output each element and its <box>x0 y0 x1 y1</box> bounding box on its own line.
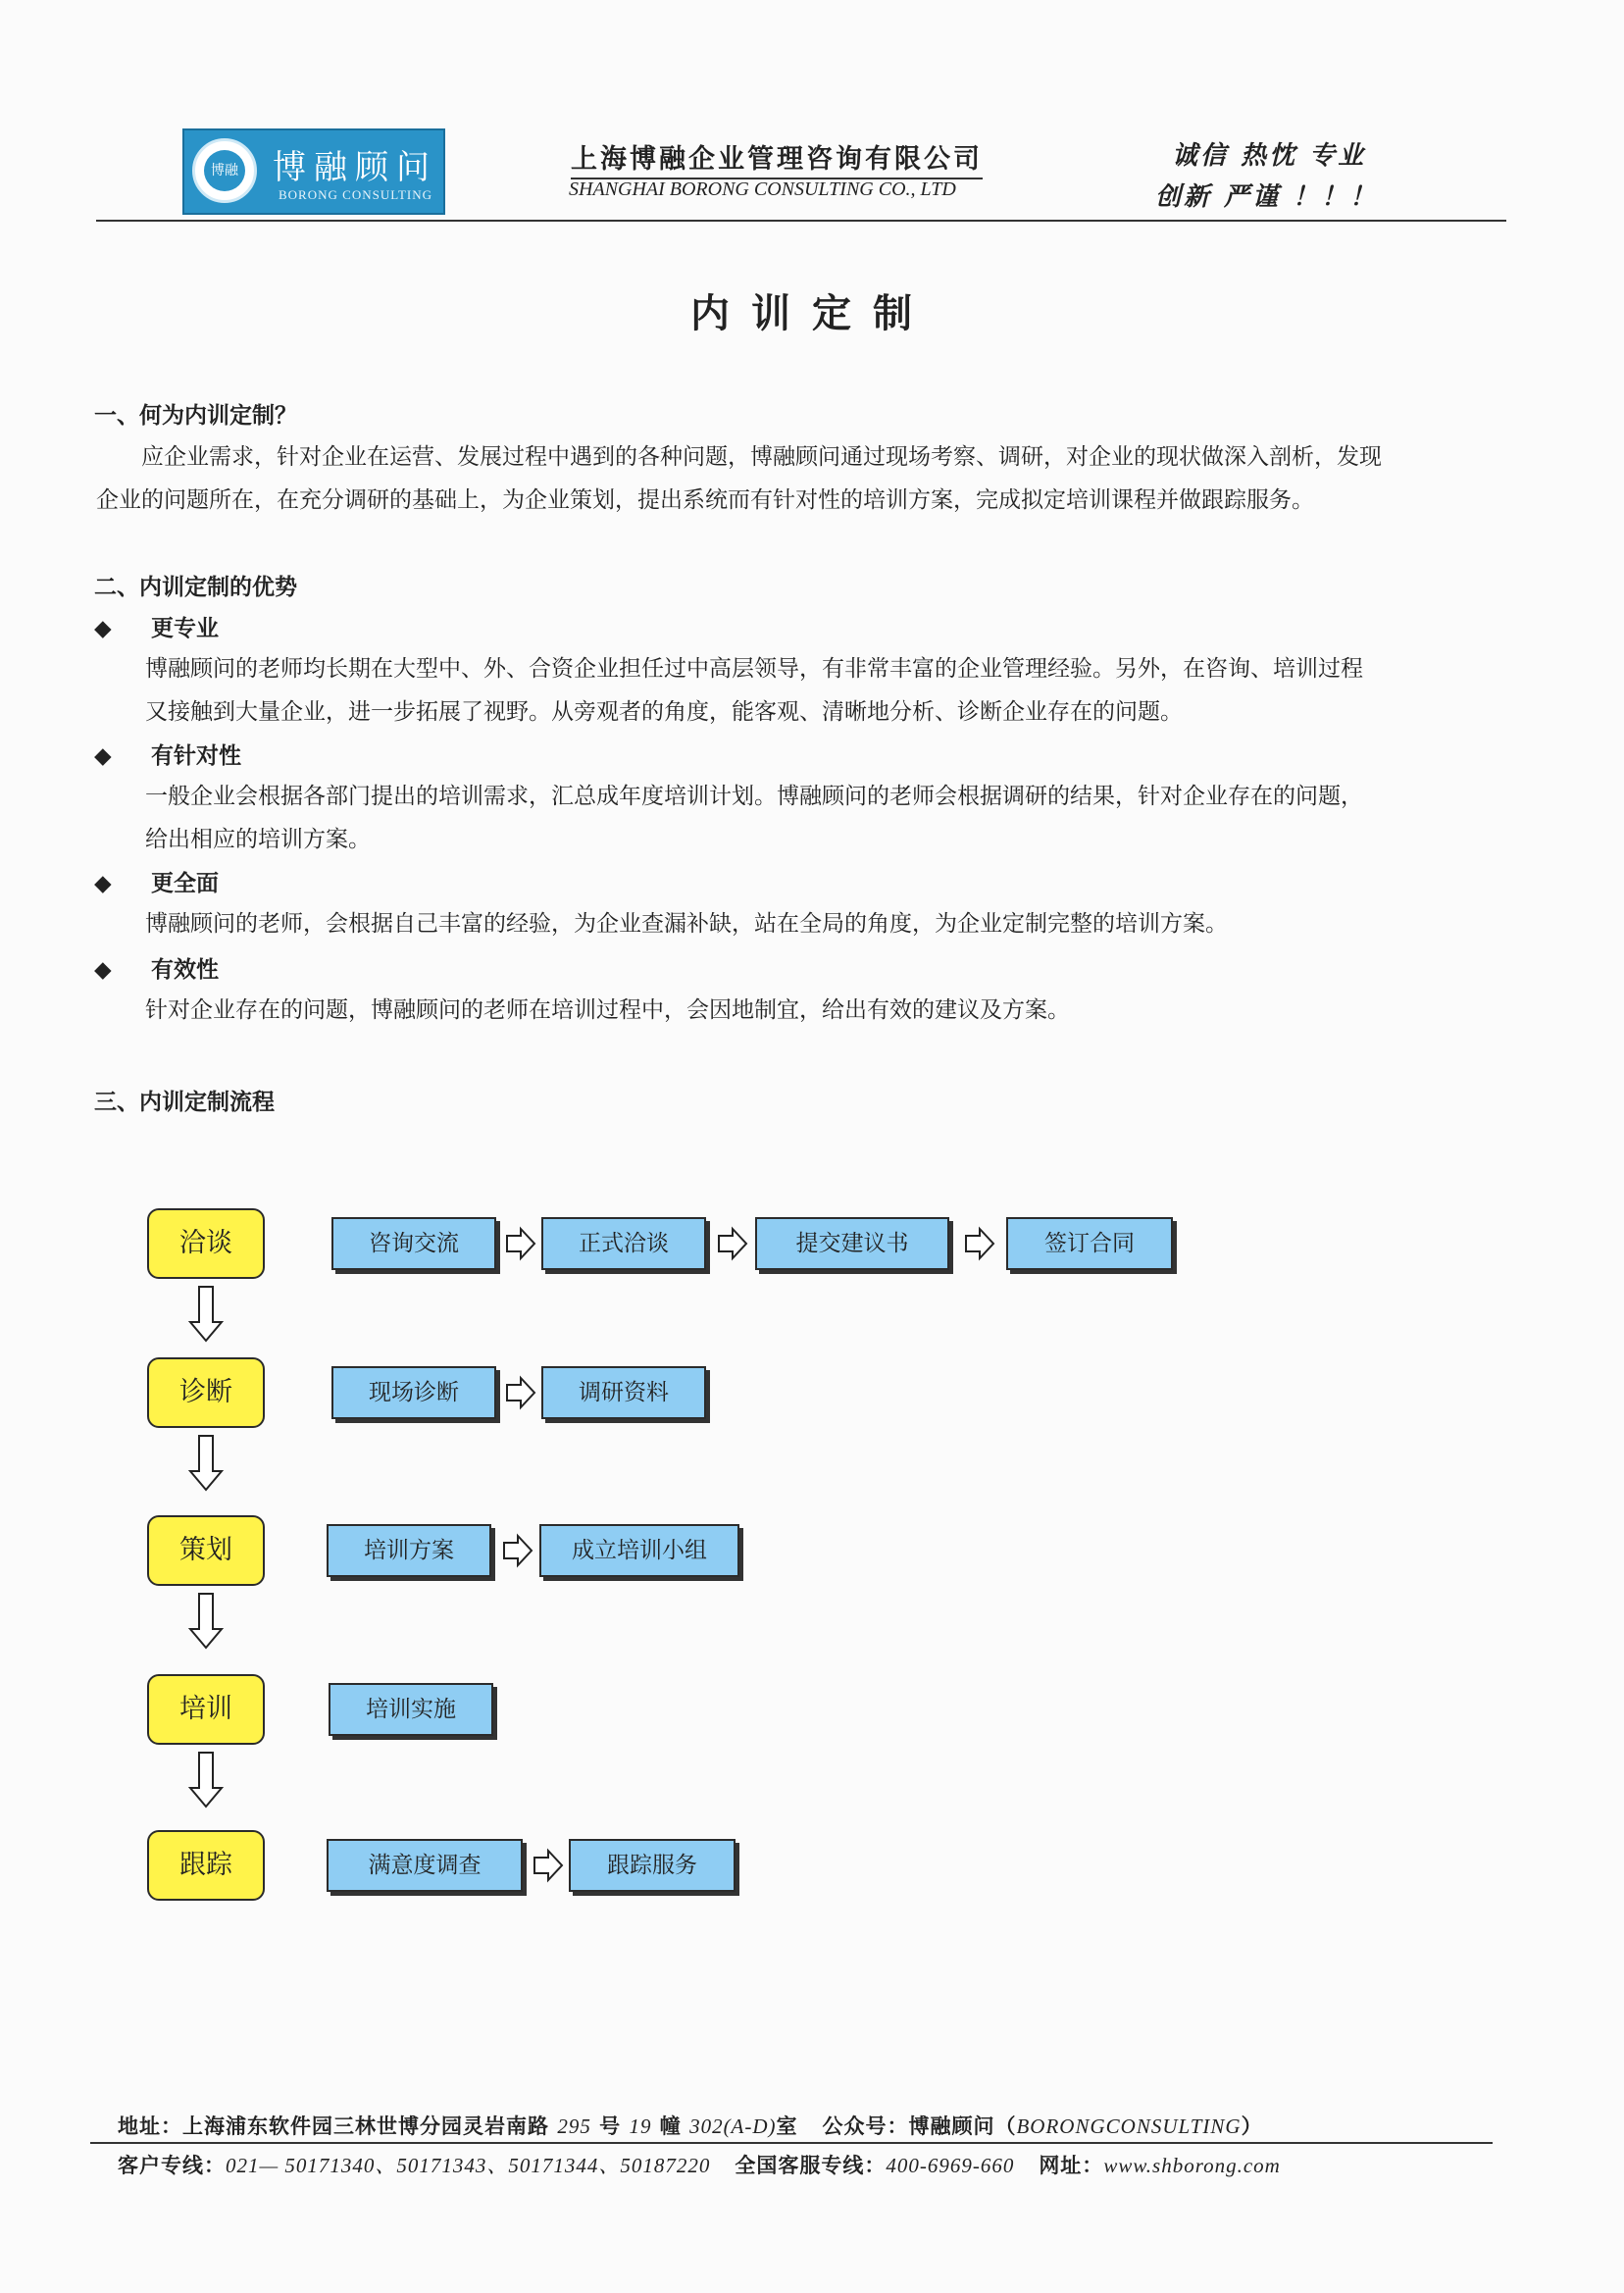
bullet-text-line: 给出相应的培训方案。 <box>145 827 371 852</box>
header-divider <box>96 220 1506 222</box>
bullet-title: ◆ 有效性 <box>94 957 219 983</box>
logo-english-name: BORONG CONSULTING <box>279 187 433 202</box>
bullet-title: ◆ 更专业 <box>94 616 219 641</box>
right-arrow-icon <box>505 1375 536 1410</box>
right-arrow-icon <box>505 1226 536 1261</box>
flow-step: 成立培训小组 <box>539 1524 739 1577</box>
flow-stage: 策划 <box>147 1515 265 1586</box>
section-what-paragraph-line-1: 应企业需求，针对企业在运营、发展过程中遇到的各种问题，博融顾问通过现场考察、调研，对企业的现状做深入剖析，发现 <box>141 444 1382 470</box>
company-name-en: SHANGHAI BORONG CONSULTING CO., LTD <box>569 178 956 200</box>
down-arrow-icon <box>187 1592 225 1651</box>
slogan-line-1: 诚信 热忱 专业 <box>1172 141 1367 171</box>
bullet-text-line: 一般企业会根据各部门提出的培训需求，汇总成年度培训计划。博融顾问的老师会根据调研的结果，针对企业存在的问题， <box>145 784 1363 809</box>
flow-step: 提交建议书 <box>755 1217 949 1270</box>
right-arrow-icon <box>533 1848 564 1883</box>
bullet-text-line: 又接触到大量企业，进一步拓展了视野。从旁观者的角度，能客观、清晰地分析、诊断企业存在的问题。 <box>145 699 1183 725</box>
company-logo <box>182 128 445 215</box>
slogan-line-2: 创新 严谨 ！！！ <box>1155 182 1379 212</box>
right-arrow-icon <box>964 1226 995 1261</box>
bullet-title: ◆ 有针对性 <box>94 743 241 769</box>
diamond-bullet-icon: ◆ <box>94 616 112 641</box>
bullet-text-line: 博融顾问的老师均长期在大型中、外、合资企业担任过中高层领导，有非常丰富的企业管理经验。另外，在咨询、培训过程 <box>145 656 1363 682</box>
logo-seal-icon: 博融 <box>192 138 257 203</box>
flow-stage: 培训 <box>147 1674 265 1745</box>
section-heading-advantages: 二、内训定制的优势 <box>94 575 297 600</box>
right-arrow-icon <box>717 1226 748 1261</box>
flow-step: 调研资料 <box>541 1366 706 1419</box>
section-heading-what: 一、何为内训定制？ <box>94 403 297 429</box>
footer-divider <box>90 2142 1493 2144</box>
footer-contact-line: 客户专线：021— 50171340、50171343、50171344、50187220 全国客服专线：400-6969-660 网址：www.shborong.com <box>118 2154 1281 2177</box>
right-arrow-icon <box>502 1533 533 1568</box>
flow-step: 跟踪服务 <box>569 1839 736 1892</box>
diamond-bullet-icon: ◆ <box>94 743 112 769</box>
flow-stage: 诊断 <box>147 1357 265 1428</box>
flow-step: 签订合同 <box>1006 1217 1173 1270</box>
bullet-title: ◆ 更全面 <box>94 871 219 896</box>
down-arrow-icon <box>187 1285 225 1344</box>
bullet-text-line: 针对企业存在的问题，博融顾问的老师在培训过程中，会因地制宜，给出有效的建议及方案。 <box>145 997 1070 1023</box>
flow-step: 现场诊断 <box>331 1366 496 1419</box>
flow-step: 咨询交流 <box>331 1217 496 1270</box>
flow-step: 正式洽谈 <box>541 1217 706 1270</box>
flow-step: 满意度调查 <box>327 1839 523 1892</box>
page-title: 内训定制 <box>690 291 934 336</box>
bullet-text-line: 博融顾问的老师，会根据自己丰富的经验，为企业查漏补缺，站在全局的角度，为企业定制完整的培训方案。 <box>145 911 1228 937</box>
section-what-paragraph-line-2: 企业的问题所在，在充分调研的基础上，为企业策划，提出系统而有针对性的培训方案，完成拟定培训课程并做跟踪服务。 <box>96 487 1314 513</box>
diamond-bullet-icon: ◆ <box>94 871 112 896</box>
diamond-bullet-icon: ◆ <box>94 957 112 983</box>
section-heading-process: 三、内训定制流程 <box>94 1090 275 1115</box>
down-arrow-icon <box>187 1751 225 1809</box>
footer-address-line: 地址：上海浦东软件园三林世博分园灵岩南路 295 号 19 幢 302(A-D)室 公众号：博融顾问（BORONGCONSULTING） <box>118 2115 1263 2138</box>
flow-step: 培训实施 <box>329 1683 493 1736</box>
company-name-cn: 上海博融企业管理咨询有限公司 <box>571 137 983 179</box>
flow-stage: 洽谈 <box>147 1208 265 1279</box>
logo-chinese-name: 博融顾问 <box>273 148 437 187</box>
flow-stage: 跟踪 <box>147 1830 265 1901</box>
down-arrow-icon <box>187 1434 225 1493</box>
flow-step: 培训方案 <box>327 1524 491 1577</box>
website-link: www.shborong.com <box>1103 2154 1281 2177</box>
